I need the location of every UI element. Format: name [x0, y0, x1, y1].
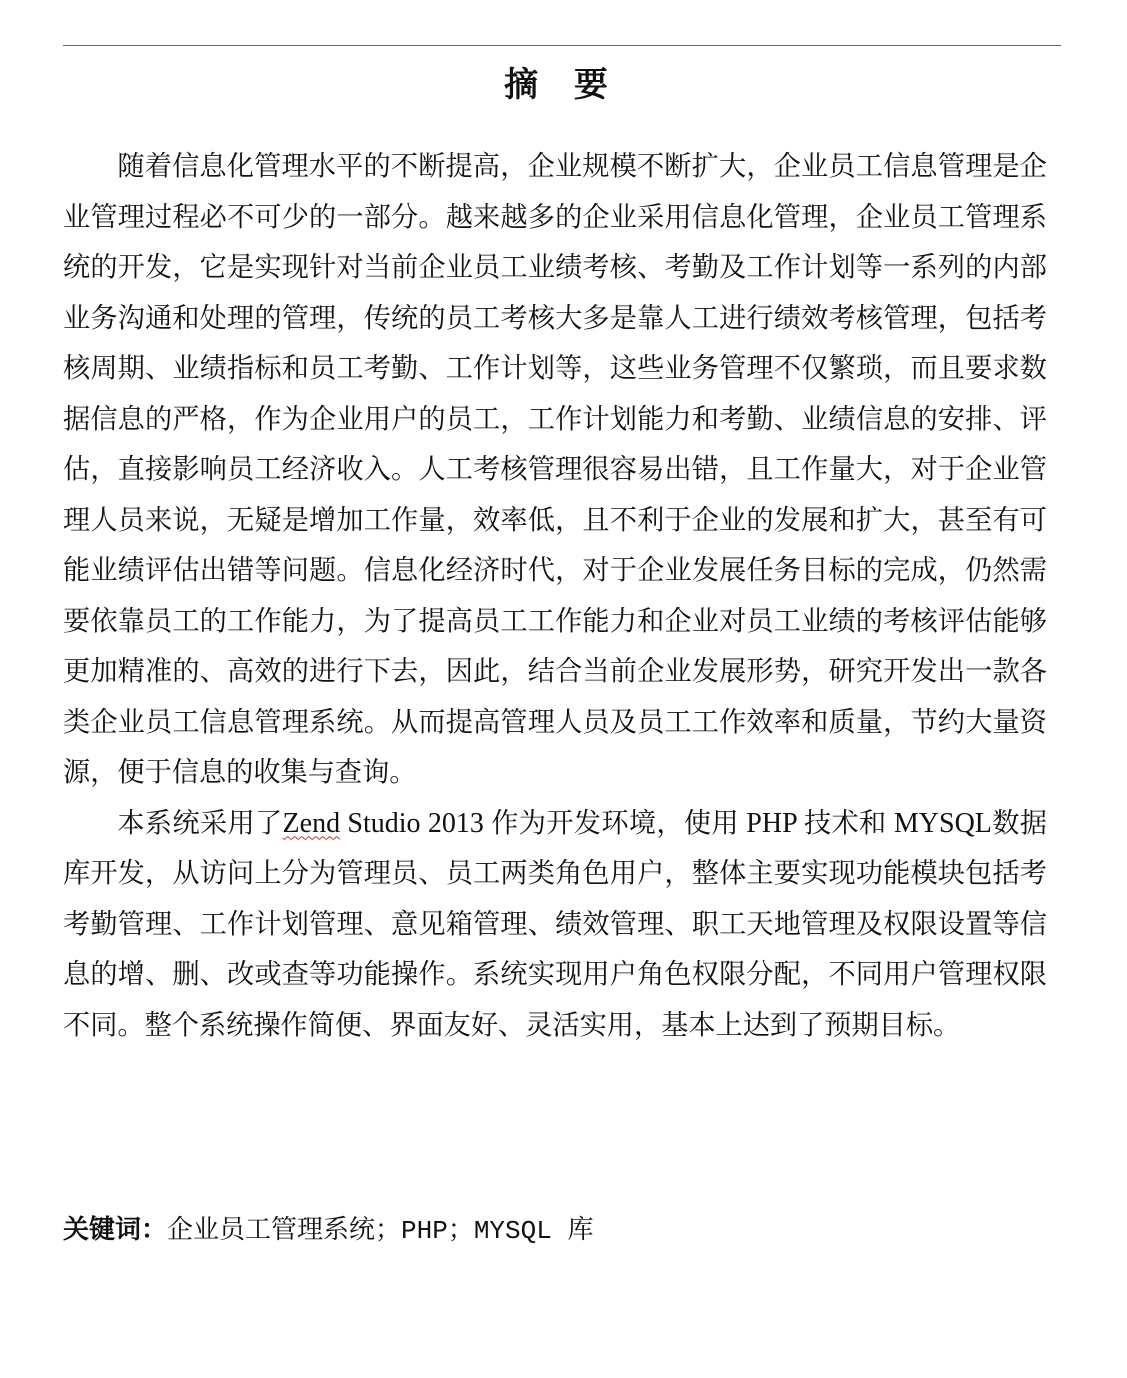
- keywords-label: 关键词：: [63, 1215, 168, 1245]
- document-page: [63, 0, 1061, 1378]
- zend-word: Zend: [282, 807, 341, 839]
- abstract-body: [63, 142, 1047, 1051]
- para2-mysql: MYSQL: [886, 807, 992, 839]
- header-rule: [63, 45, 1061, 46]
- para2-studio: Studio 2013: [340, 807, 492, 839]
- abstract-title: 摘 要: [504, 65, 620, 105]
- para2-text-1: 本系统采用了: [117, 807, 283, 839]
- para2-text-5: 技术和: [803, 807, 887, 839]
- keywords-text: 企业员工管理系统；PHP；MYSQL 库: [167, 1216, 594, 1246]
- para2-php: PHP: [738, 807, 804, 839]
- para2-text-7: 数据库开发，从访问上分为管理员、员工两类角色用户，整体主要实现功能模块包括考考勤管理、工作计划管理、意见箱管理、绩效管理、职工天地管理及权限设置等信息的增、删、改或查等功能操作。系统实现用户角色权限分配，不同用户管理权限不同。整个系统操作简便、界面友好、灵活实用，基本上达到了预期目标。: [63, 807, 1047, 1041]
- abstract-paragraph-2: [63, 799, 1047, 1052]
- keywords-line: [63, 1205, 1047, 1256]
- abstract-paragraph-1: 随着信息化管理水平的不断提高，企业规模不断扩大，企业员工信息管理是企业管理过程必不可少的一部分。越来越多的企业采用信息化管理，企业员工管理系统的开发，它是实现针对当前企业员工业绩考核、考勤及工作计划等一系列的内部业务沟通和处理的管理，传统的员工考核大多是靠人工进行绩效考核管理，包括考核周期、业绩指标和员工考勤、工作计划等，这些业务管理不仅繁琐，而且要求数据信息的严格，作为企业用户的员工，工作计划能力和考勤、业绩信息的安排、评估，直接影响员工经济收入。人工考核管理很容易出错，且工作量大，对于企业管理人员来说，无疑是增加工作量，效率低，且不利于企业的发展和扩大，甚至有可能业绩评估出错等问题。信息化经济时代，对于企业发展任务目标的完成，仍然需要依靠员工的工作能力，为了提高员工工作能力和企业对员工业绩的考核评估能够更加精准的、高效的进行下去，因此，结合当前企业发展形势，研究开发出一款各类企业员工信息管理系统。从而提高管理人员及员工工作效率和质量，节约大量资源，便于信息的收集与查询。: [63, 151, 1047, 788]
- para2-text-3: 作为开发环境，使用: [491, 807, 739, 839]
